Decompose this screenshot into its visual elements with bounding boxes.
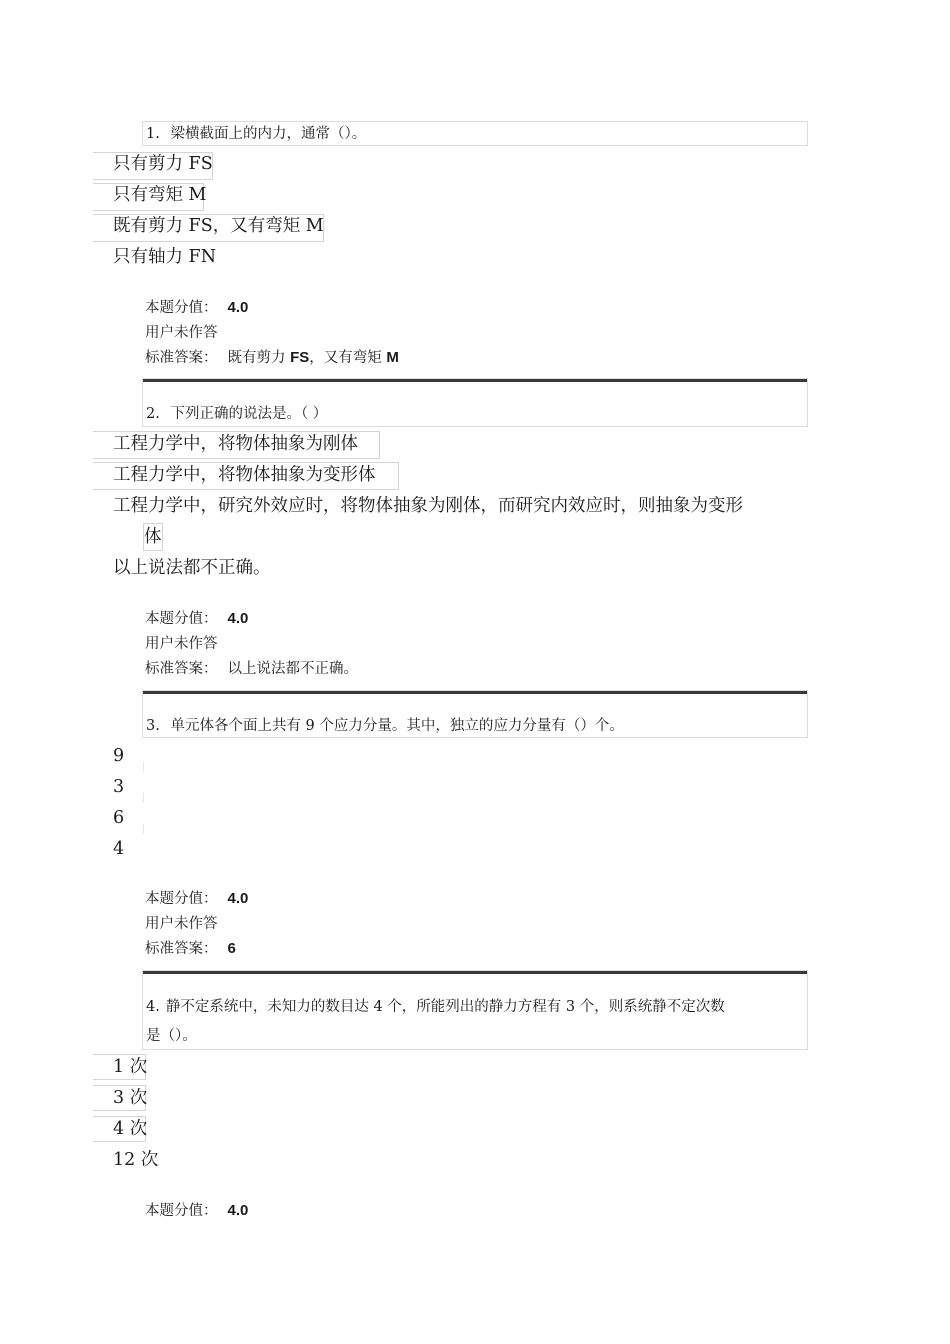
question-1-option-a[interactable]: 只有剪力 FS [113,154,213,174]
question-3-number: 3. [146,718,160,734]
question-1-status: 用户未作答 [145,325,218,341]
question-1-option-d[interactable]: 只有轴力 FN [113,247,217,267]
question-2-score [145,609,248,629]
answer-value: 既有剪力 FS，又有弯矩 M [227,349,399,366]
question-3-score [145,889,248,909]
question-2-option-a[interactable]: 工程力学中，将物体抽象为刚体 [113,434,358,454]
question-4-option-d[interactable]: 12 次 [113,1150,159,1170]
question-2-stem [142,378,808,427]
question-4-text-line2: 是（）。 [146,1028,197,1044]
question-1-text: 梁横截面上的内力，通常（）。 [170,126,367,142]
question-2-text: 下列正确的说法是。（ ） [170,406,328,422]
answer-value: 6 [227,940,236,957]
question-2-answer [145,659,358,679]
question-4-option-b[interactable]: 3 次 [113,1088,148,1108]
score-value: 4.0 [227,610,249,627]
question-4-option-c[interactable]: 4 次 [113,1119,148,1139]
score-label: 本题分值： [145,300,218,316]
question-1-number: 1. [146,126,160,142]
answer-label: 标准答案： [145,941,218,957]
question-1-answer [145,348,399,368]
answer-value: 以上说法都不正确。 [227,661,358,677]
question-2-option-d[interactable]: 以上说法都不正确。 [113,558,271,578]
score-label: 本题分值： [145,1203,218,1219]
question-4-score [145,1201,248,1221]
question-2-status: 用户未作答 [145,636,218,652]
question-3-option-a[interactable]: 9 [113,746,125,766]
option-frame [143,762,144,772]
question-2-option-c-cont[interactable]: 体 [144,527,162,547]
question-4-text-line1: 静不定系统中，未知力的数目达 4 个，所能列出的静力方程有 3 个，则系统静不定次数 [165,999,725,1015]
question-4-number: 4. [146,999,160,1015]
option-frame [143,793,144,803]
question-1-stem [142,121,808,146]
question-3-option-d[interactable]: 4 [113,839,125,859]
question-1-option-c[interactable]: 既有剪力 FS，又有弯矩 M [113,216,324,236]
score-label: 本题分值： [145,611,218,627]
question-2-number: 2. [146,406,160,422]
option-frame [143,824,144,834]
question-3-option-b[interactable]: 3 [113,777,125,797]
score-value: 4.0 [227,1202,249,1219]
question-3-option-c[interactable]: 6 [113,808,125,828]
answer-label: 标准答案： [145,661,218,677]
question-2-option-c[interactable]: 工程力学中，研究外效应时，将物体抽象为刚体，而研究内效应时，则抽象为变形 [113,496,743,516]
score-value: 4.0 [227,890,249,907]
question-1-score [145,298,248,318]
question-3-text: 单元体各个面上共有 9 个应力分量。其中，独立的应力分量有（）个。 [170,718,624,734]
question-3-status: 用户未作答 [145,916,218,932]
question-4-stem [142,970,808,1050]
question-3-stem [142,690,808,738]
answer-label: 标准答案： [145,350,218,366]
question-3-answer [145,939,236,959]
question-2-option-b[interactable]: 工程力学中，将物体抽象为变形体 [113,465,376,485]
score-label: 本题分值： [145,891,218,907]
question-1-option-b[interactable]: 只有弯矩 M [113,185,207,205]
question-4-option-a[interactable]: 1 次 [113,1057,148,1077]
score-value: 4.0 [227,299,249,316]
